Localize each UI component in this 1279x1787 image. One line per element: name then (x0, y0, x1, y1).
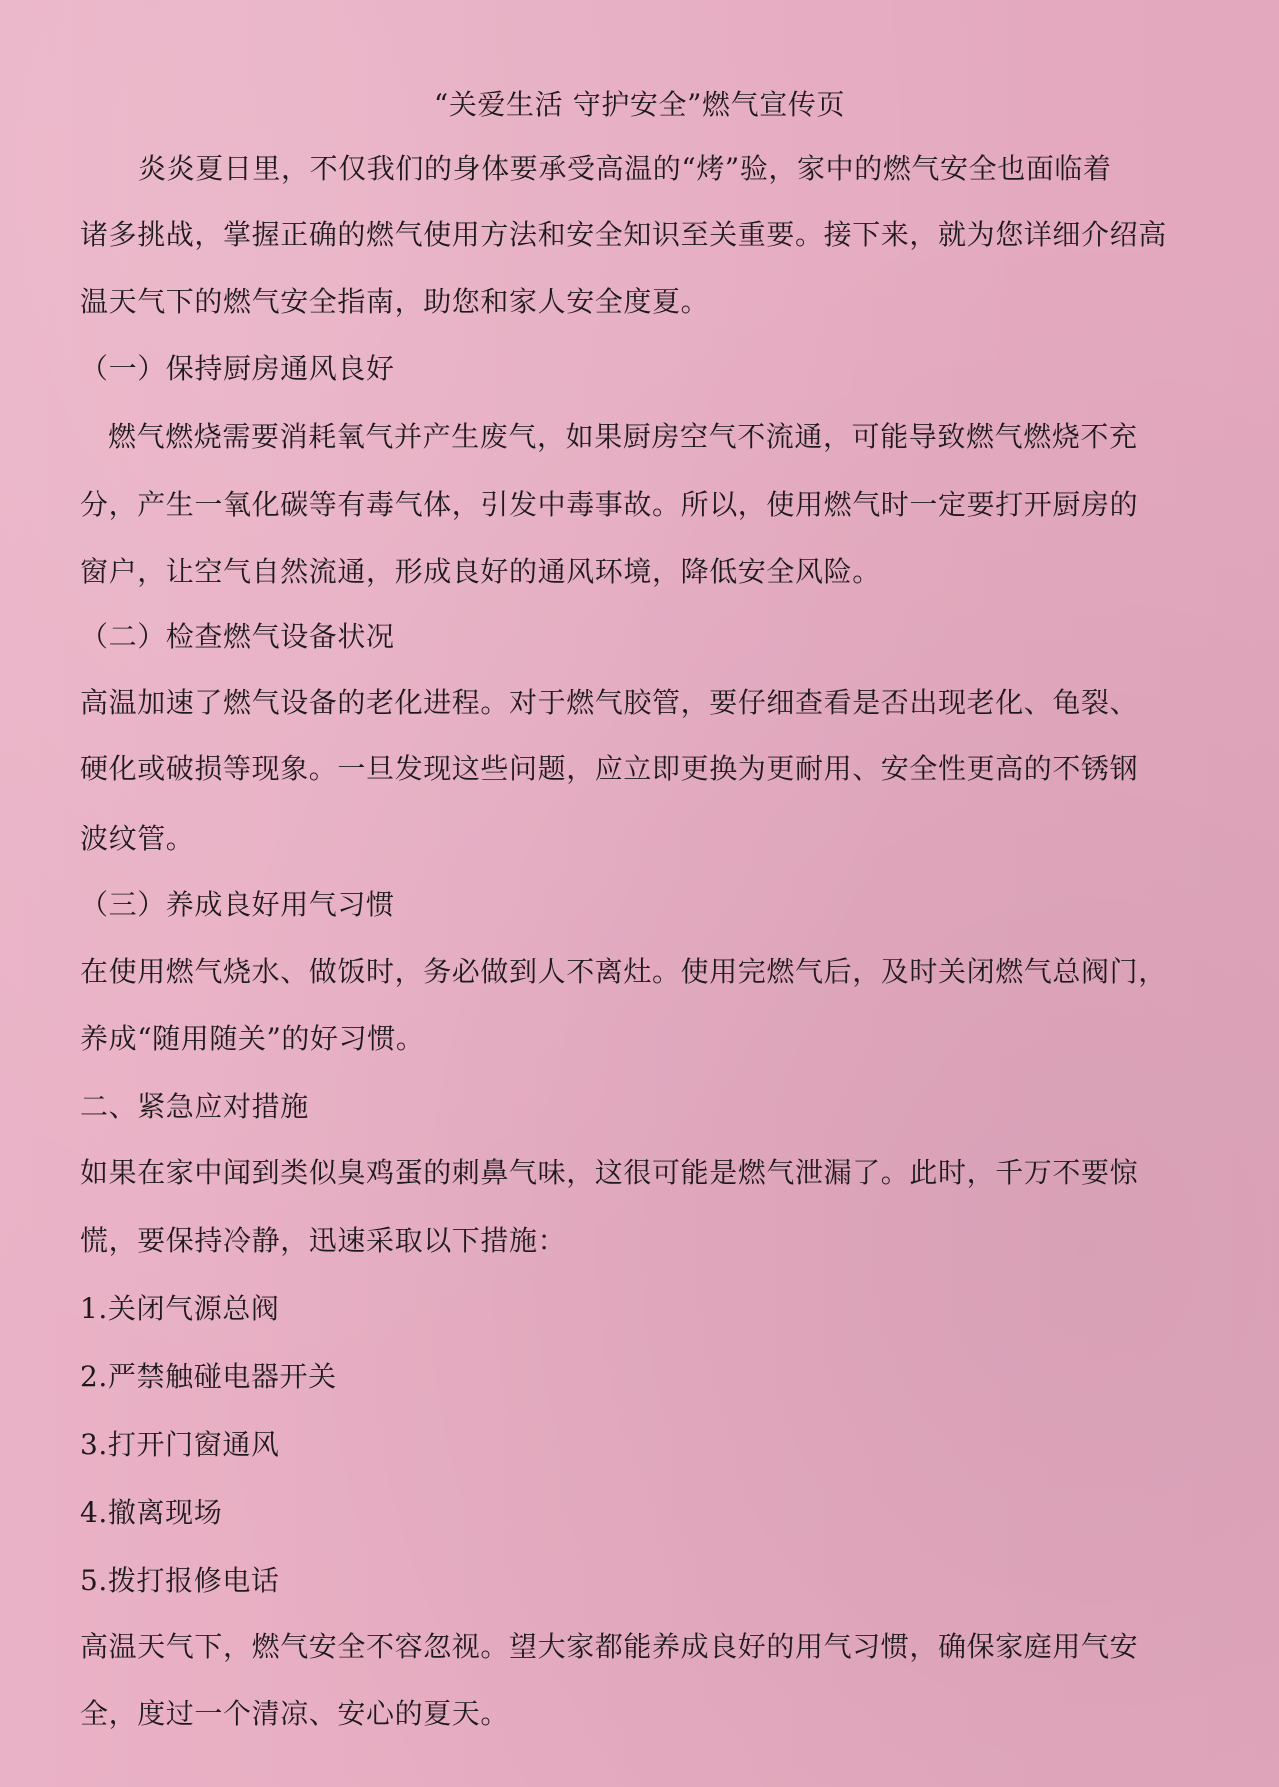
intro-line: 诸多挑战，掌握正确的燃气使用方法和安全知识至关重要。接下来，就为您详细介绍高 (80, 218, 1167, 251)
section-heading: 二、紧急应对措施 (80, 1090, 309, 1123)
section-heading: （一）保持厨房通风良好 (80, 352, 395, 385)
closing-line: 高温天气下，燃气安全不容忽视。望大家都能养成良好的用气习惯，确保家庭用气安 (80, 1630, 1139, 1663)
paragraph-line: 养成“随用随关”的好习惯。 (80, 1022, 425, 1055)
paragraph-line: 如果在家中闻到类似臭鸡蛋的刺鼻气味，这很可能是燃气泄漏了。此时，千万不要惊 (80, 1156, 1139, 1189)
closing-line: 全，度过一个清凉、安心的夏天。 (80, 1697, 510, 1730)
intro-line: 炎炎夏日里，不仅我们的身体要承受高温的“烤”验，家中的燃气安全也面临着 (138, 152, 1112, 185)
emergency-step: 4.撤离现场 (80, 1496, 223, 1529)
paragraph-line: 窗户，让空气自然流通，形成良好的通风环境，降低安全风险。 (80, 555, 881, 588)
paragraph-line: 在使用燃气烧水、做饭时，务必做到人不离灶。使用完燃气后，及时关闭燃气总阀门， (80, 955, 1167, 988)
paragraph-line: 波纹管。 (80, 822, 195, 855)
paragraph-line: 慌，要保持冷静，迅速采取以下措施： (80, 1224, 567, 1257)
emergency-step: 3.打开门窗通风 (80, 1428, 280, 1461)
paragraph-line: 高温加速了燃气设备的老化进程。对于燃气胶管，要仔细查看是否出现老化、龟裂、 (80, 686, 1139, 719)
page-title: “关爱生活 守护安全”燃气宣传页 (433, 88, 846, 121)
section-heading: （三）养成良好用气习惯 (80, 888, 395, 921)
paragraph-line: 燃气燃烧需要消耗氧气并产生废气，如果厨房空气不流通，可能导致燃气燃烧不充 (108, 420, 1138, 453)
paragraph-line: 分，产生一氧化碳等有毒气体，引发中毒事故。所以，使用燃气时一定要打开厨房的 (80, 488, 1139, 521)
paragraph-line: 硬化或破损等现象。一旦发现这些问题，应立即更换为更耐用、安全性更高的不锈钢 (80, 752, 1139, 785)
emergency-step: 5.拨打报修电话 (80, 1564, 280, 1597)
section-heading: （二）检查燃气设备状况 (80, 620, 395, 653)
intro-line: 温天气下的燃气安全指南，助您和家人安全度夏。 (80, 285, 710, 318)
emergency-step: 2.严禁触碰电器开关 (80, 1360, 337, 1393)
emergency-step: 1.关闭气源总阀 (80, 1292, 280, 1325)
